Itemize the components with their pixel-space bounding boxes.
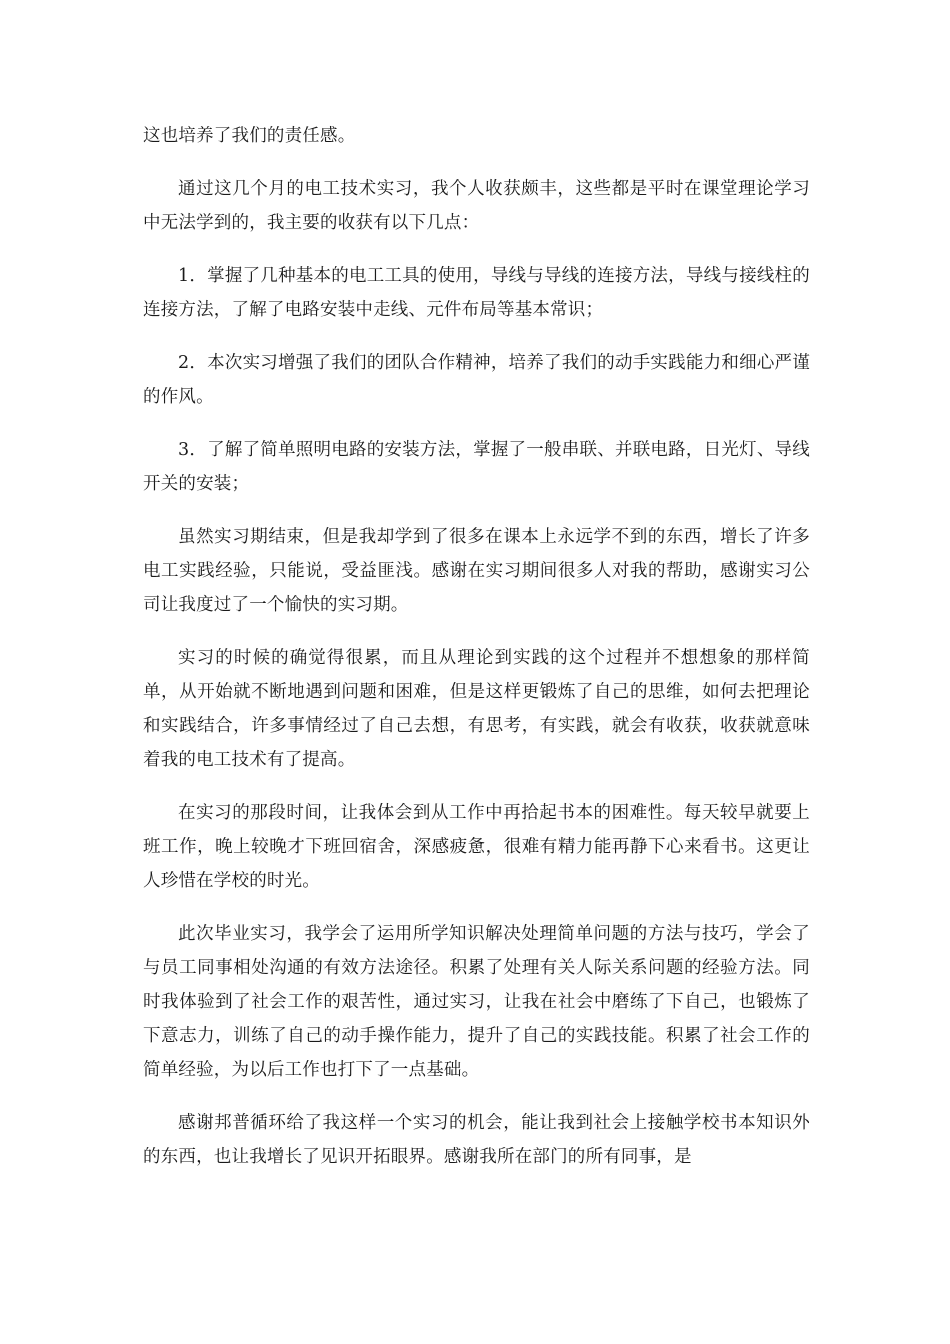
paragraph-thanks: 感谢邦普循环给了我这样一个实习的机会，能让我到社会上接触学校书本知识外的东西，也让我增长了见识开拓眼界。感谢我所在部门的所有同事，是 [143,1113,810,1167]
paragraph-difficulty: 在实习的那段时间，让我体会到从工作中再拾起书本的困难性。每天较早就要上班工作，晚上较晚才下班回宿舍，深感疲惫，很难有精力能再静下心来看书。这更让人珍惜在学校的时光。 [143,803,810,891]
paragraph-point-1: 1．掌握了几种基本的电工工具的使用，导线与导线的连接方法，导线与接线柱的连接方法，了解了电路安装中走线、元件布局等基本常识； [143,266,810,320]
paragraph-intro: 通过这几个月的电工技术实习，我个人收获颇丰，这些都是平时在课堂理论学习中无法学到的，我主要的收获有以下几点： [143,179,810,233]
paragraph-continuation: 这也培养了我们的责任感。 [143,126,356,146]
document-body [143,119,810,1193]
paragraph-experience: 实习的时候的确觉得很累，而且从理论到实践的这个过程并不想想象的那样简单，从开始就不断地遇到问题和困难，但是这样更锻炼了自己的思维，如何去把理论和实践结合，许多事情经过了自己去想，有思考，有实践，就会有收获，收获就意味着我的电工技术有了提高。 [143,648,810,770]
paragraph-summary: 虽然实习期结束，但是我却学到了很多在课本上永远学不到的东西，增长了许多电工实践经验，只能说，受益匪浅。感谢在实习期间很多人对我的帮助，感谢实习公司让我度过了一个愉快的实习期。 [143,527,810,615]
paragraph-point-2: 2．本次实习增强了我们的团队合作精神，培养了我们的动手实践能力和细心严谨的作风。 [143,353,810,407]
paragraph-learning: 此次毕业实习，我学会了运用所学知识解决处理简单问题的方法与技巧，学会了与员工同事相处沟通的有效方法途径。积累了处理有关人际关系问题的经验方法。同时我体验到了社会工作的艰苦性，通过实习，让我在社会中磨练了下自己，也锻炼了下意志力，训练了自己的动手操作能力，提升了自己的实践技能。积累了社会工作的简单经验，为以后工作也打下了一点基础。 [143,924,810,1080]
paragraph-point-3: 3．了解了简单照明电路的安装方法，掌握了一般串联、并联电路，日光灯、导线开关的安装； [143,440,810,494]
